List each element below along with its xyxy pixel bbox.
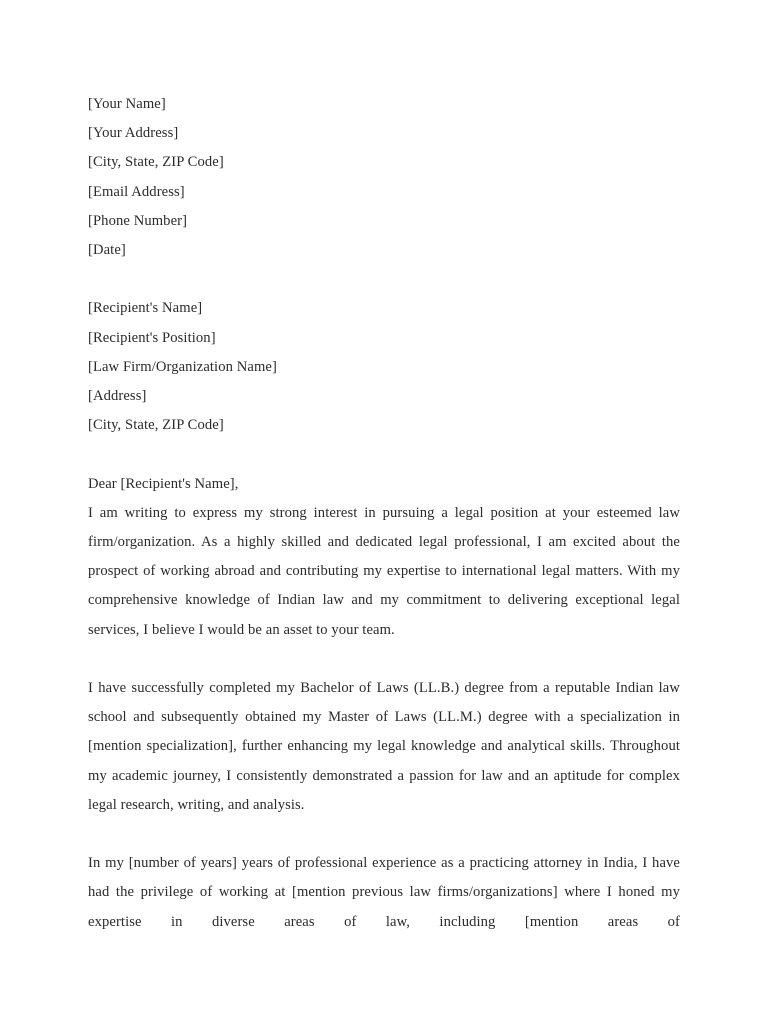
document-body [88,90,680,937]
sender-city-state-zip: [City, State, ZIP Code] [88,154,224,171]
spacer-after-paragraph-1 [88,645,680,674]
letter-date: [Date] [88,242,126,259]
recipient-street-address: [Address] [88,388,147,405]
recipient-name: [Recipient's Name] [88,300,203,317]
sender-email: [Email Address] [88,183,185,200]
body-paragraph-1: I am writing to express my strong interest in pursuing a legal position at your esteemed law firm/organization. As a highly skilled and dedicated legal professional, I am excited about the prospect of working abroad and contributing my expertise to international legal matters. With my comprehensive knowledge of Indian law and my commitment to delivering exceptional legal services, I believe I would be an asset to your team. [88,504,680,638]
spacer-after-recipient-block [88,440,680,469]
recipient-address-block [88,294,680,440]
body-paragraph-2: I have successfully completed my Bachelor of Laws (LL.B.) degree from a reputable Indian law school and subsequently obtained my Master of Laws (LL.M.) degree with a specialization in [mention specialization], further enhancing my legal knowledge and analytical skills. Throughout my academic journey, I consistently demonstrated a passion for law and an aptitude for complex legal research, writing, and analysis. [88,680,680,813]
recipient-position: [Recipient's Position] [88,329,216,346]
sender-street-address: [Your Address] [88,125,179,142]
recipient-organization: [Law Firm/Organization Name] [88,358,277,375]
spacer-after-sender-block [88,265,680,294]
body-paragraph-3: In my [number of years] years of professional experience as a practicing attorney in India, I have had the privilege of working at [mention previous law firms/organizations] where I honed my expertise in diverse areas of law, including [mention areas of [88,855,680,930]
sender-phone: [Phone Number] [88,212,188,229]
sender-address-block [88,90,680,265]
spacer-after-paragraph-2 [88,820,680,849]
recipient-city-state-zip: [City, State, ZIP Code] [88,417,224,434]
sender-name: [Your Name] [88,96,166,112]
salutation-line: Dear [Recipient's Name], [88,475,239,492]
